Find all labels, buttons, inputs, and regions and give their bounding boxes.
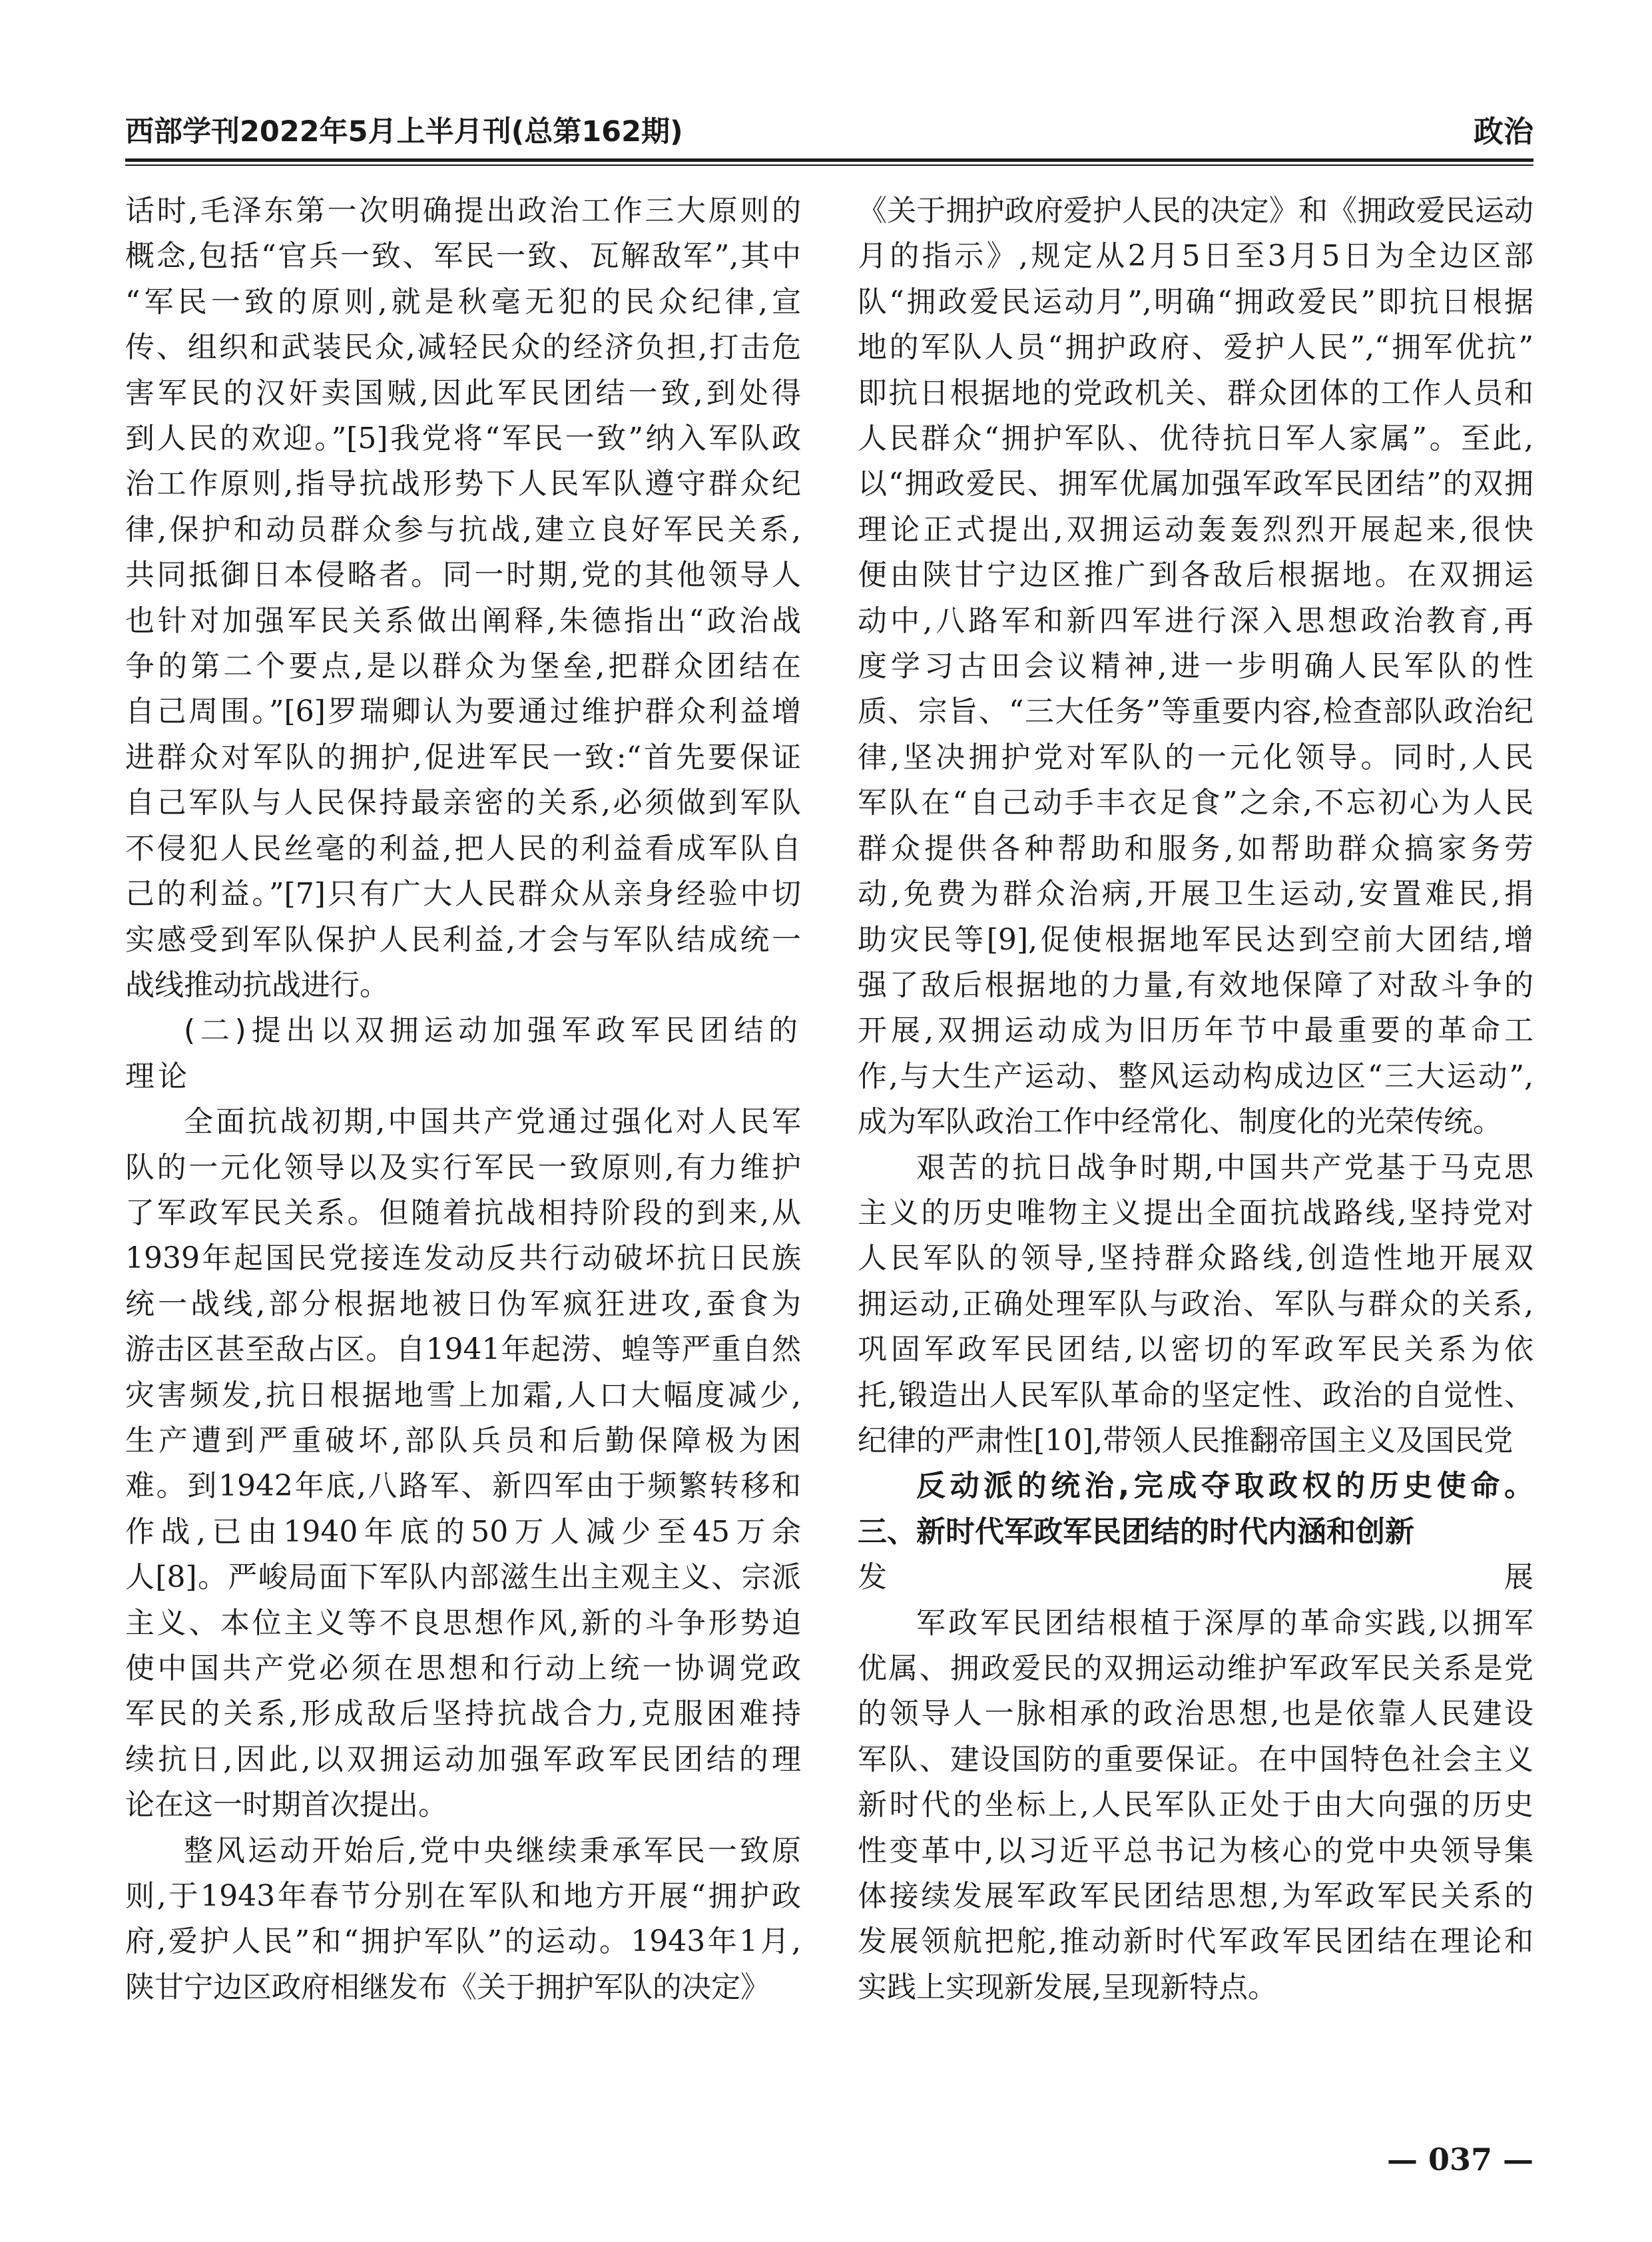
text-line: 概念,包括“官兵一致、军民一致、瓦解敌军”,其中: [125, 239, 801, 274]
text-line: 以“拥政爱民、拥军优属加强军政军民团结”的双拥: [858, 467, 1533, 501]
text-line: 也针对加强军民关系做出阐释,朱德指出“政治战: [125, 603, 801, 638]
text-line: 主义、本位主义等不良思想作风,新的斗争形势迫: [125, 1605, 801, 1640]
text-line: 则,于1943年春节分别在军队和地方开展“拥护政: [125, 1879, 801, 1914]
text-line: 新时代的坐标上,人民军队正处于由大向强的历史: [858, 1788, 1533, 1822]
text-line: 自己军队与人民保持最亲密的关系,必须做到军队: [125, 786, 801, 820]
text-line: 陕甘宁边区政府相继发布《关于拥护军队的决定》: [125, 1970, 770, 2004]
text-line: 争的第二个要点,是以群众为堡垒,把群众团结在: [125, 649, 801, 684]
text-line: 军政军民团结根植于深厚的革命实践,以拥军: [916, 1605, 1533, 1640]
section-label: 政治: [1473, 114, 1533, 149]
page-header: [125, 110, 1533, 154]
text-line: 的领导人一脉相承的政治思想,也是依靠人民建设: [858, 1697, 1533, 1731]
text-line: 发展: [858, 1560, 1533, 1595]
text-line: 生产遭到严重破坏,部队兵员和后勤保障极为困: [125, 1423, 801, 1458]
text-line: 作,与大生产运动、整风运动构成边区“三大运动”,: [858, 1059, 1533, 1093]
text-line: 成为军队政治工作中经常化、制度化的光荣传统。: [858, 1105, 1502, 1139]
text-line: 开展,双拥运动成为旧历年节中最重要的革命工: [858, 1013, 1533, 1048]
text-line: 托,锻造出人民军队革命的坚定性、政治的自觉性、: [858, 1378, 1533, 1412]
left-column: [125, 188, 801, 2010]
text-line: 人民群众“拥护军队、优待抗日军人家属”。至此,: [858, 421, 1533, 456]
text-line: 了军政军民关系。但随着抗战相持阶段的到来,从: [125, 1195, 801, 1230]
text-line: 度学习古田会议精神,进一步明确人民军队的性: [858, 649, 1533, 684]
text-line: 质、宗旨、“三大任务”等重要内容,检查部队政治纪: [858, 695, 1533, 729]
text-line: 论在这一时期首次提出。: [125, 1788, 447, 1822]
text-line: 自己周围。”[6]罗瑞卿认为要通过维护群众利益增: [125, 695, 801, 729]
text-line: (二)提出以双拥运动加强军政军民团结的: [184, 1013, 801, 1048]
text-line: 纪律的严肃性[10],带领人民推翻帝国主义及国民党: [858, 1423, 1514, 1458]
text-line: 发展领航把舵,推动新时代军政军民团结在理论和: [858, 1924, 1533, 1959]
text-line: 使中国共产党必须在思想和行动上统一协调党政: [125, 1651, 801, 1685]
text-line: 到人民的欢迎。”[5]我党将“军民一致”纳入军队政: [125, 421, 801, 456]
text-line: 己的利益。”[7]只有广大人民群众从亲身经验中切: [125, 877, 801, 912]
text-line: 性变革中,以习近平总书记为核心的党中央领导集: [858, 1833, 1533, 1868]
text-line: 游击区甚至敌占区。自1941年起涝、蝗等严重自然: [125, 1332, 801, 1367]
text-line: 月的指示》,规定从2月5日至3月5日为全边区部: [858, 239, 1533, 274]
text-line: 体接续发展军政军民团结思想,为军政军民关系的: [858, 1879, 1533, 1914]
right-column: [858, 188, 1533, 2010]
text-line: 群众提供各种帮助和服务,如帮助群众搞家务劳: [858, 831, 1533, 866]
text-line: 队的一元化领导以及实行军民一致原则,有力维护: [125, 1150, 801, 1185]
text-line: 队“拥政爱民运动月”,明确“拥政爱民”即抗日根据: [858, 284, 1533, 319]
text-line: 拥运动,正确处理军队与政治、军队与群众的关系,: [858, 1286, 1533, 1321]
text-line: 理论正式提出,双拥运动轰轰烈烈开展起来,很快: [858, 512, 1533, 547]
text-line: 害军民的汉奸卖国贼,因此军民团结一致,到处得: [125, 376, 801, 410]
text-line: 不侵犯人民丝毫的利益,把人民的利益看成军队自: [125, 831, 801, 866]
text-line: 人[8]。严峻局面下军队内部滋生出主观主义、宗派: [125, 1560, 801, 1595]
text-line: 传、组织和武装民众,减轻民众的经济负担,打击危: [125, 330, 801, 365]
text-line: 动中,八路军和新四军进行深入思想政治教育,再: [858, 603, 1533, 638]
text-line: 理论: [125, 1059, 190, 1093]
text-line: 灾害频发,抗日根据地雪上加霜,人口大幅度减少,: [125, 1378, 801, 1412]
text-line: 强了敌后根据地的力量,有效地保障了对敌斗争的: [858, 968, 1533, 1002]
text-line: 难。到1942年底,八路军、新四军由于频繁转移和: [125, 1469, 801, 1504]
text-line: 《关于拥护政府爱护人民的决定》和《拥政爱民运动: [858, 194, 1533, 228]
text-line: 续抗日,因此,以双拥运动加强军政军民团结的理: [125, 1742, 801, 1777]
text-line: 反动派的统治,完成夺取政权的历史使命。: [916, 1469, 1533, 1504]
text-line: 作战,已由1940年底的50万人减少至45万余: [125, 1514, 801, 1549]
text-line: 共同抵御日本侵略者。同一时期,党的其他领导人: [125, 558, 801, 593]
text-line: 律,保护和动员群众参与抗战,建立良好军民关系,: [125, 512, 801, 547]
text-line: 实感受到军队保护人民利益,才会与军队结成统一: [125, 922, 801, 957]
text-line: 战线推动抗战进行。: [125, 968, 389, 1002]
text-line: 军队、建设国防的重要保证。在中国特色社会主义: [858, 1742, 1533, 1777]
text-line: 府,爱护人民”和“拥护军队”的运动。1943年1月,: [125, 1924, 801, 1959]
text-line: 进群众对军队的拥护,促进军民一致:“首先要保证: [125, 740, 801, 774]
text-line: 巩固军政军民团结,以密切的军政军民关系为依: [858, 1332, 1533, 1367]
text-line: 人民军队的领导,坚持群众路线,创造性地开展双: [858, 1241, 1533, 1276]
text-line: 治工作原则,指导抗战形势下人民军队遵守群众纪: [125, 467, 801, 501]
text-line: 便由陕甘宁边区推广到各敌后根据地。在双拥运: [858, 558, 1533, 593]
text-line: 军队在“自己动手丰衣足食”之余,不忘初心为人民: [858, 786, 1533, 820]
header-rule-thin: [125, 164, 1533, 166]
text-line: 整风运动开始后,党中央继续秉承军民一致原: [184, 1833, 801, 1868]
text-line: 统一战线,部分根据地被日伪军疯狂进攻,蚕食为: [125, 1286, 801, 1321]
text-line: 1939年起国民党接连发动反共行动破坏抗日民族: [125, 1241, 801, 1276]
page-number: — 037 —: [1386, 2141, 1533, 2177]
text-line: 军民的关系,形成敌后坚持抗战合力,克服困难持: [125, 1697, 801, 1731]
text-line: 动,免费为群众治病,开展卫生运动,安置难民,捐: [858, 877, 1533, 912]
text-line: 实践上实现新发展,呈现新特点。: [858, 1970, 1277, 2004]
text-line: 律,坚决拥护党对军队的一元化领导。同时,人民: [858, 740, 1533, 774]
text-line: 全面抗战初期,中国共产党通过强化对人民军: [184, 1105, 801, 1139]
journal-title: 西部学刊2022年5月上半月刊(总第162期): [125, 115, 683, 148]
text-line: 助灾民等[9],促使根据地军民达到空前大团结,增: [858, 922, 1533, 957]
text-line: “军民一致的原则,就是秋毫无犯的民众纪律,宣: [125, 284, 801, 319]
text-line: 优属、拥政爱民的双拥运动维护军政军民关系是党: [858, 1651, 1533, 1685]
text-line: 艰苦的抗日战争时期,中国共产党基于马克思: [916, 1150, 1533, 1185]
text-line: 地的军队人员“拥护政府、爱护人民”,“拥军优抗”: [858, 330, 1533, 365]
text-line: 话时,毛泽东第一次明确提出政治工作三大原则的: [125, 194, 801, 228]
text-line: 主义的历史唯物主义提出全面抗战路线,坚持党对: [858, 1195, 1533, 1230]
text-line: 即抗日根据地的党政机关、群众团体的工作人员和: [858, 376, 1533, 410]
text-line: 三、新时代军政军民团结的时代内涵和创新: [858, 1514, 1414, 1549]
header-rule-thick: [125, 158, 1533, 162]
